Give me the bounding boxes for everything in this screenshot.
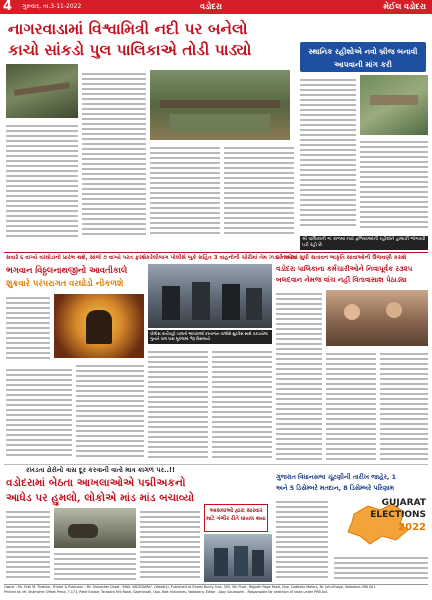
page-number: 4	[3, 0, 13, 14]
gujarat-elections-logo	[334, 496, 428, 552]
bottom-right-title	[276, 472, 430, 494]
imprint-line-2: Printed at: Mr. Shamsher Offset Press, 7-171, Patel Estate, Tarasara Mill Road, Gajeravadi, Opp. Ratt Industries, Vadodara. Editor : Ajay Gauswami - Responsible for selection of news under PRB Act.	[4, 589, 329, 594]
main-story-column-2	[82, 70, 146, 240]
bottom-middle-photo	[204, 534, 272, 582]
bottom-middle-box: આસલાઓ દ્વારા સારવાર માટે ગંભીર રીતે ઘાયલ થયા	[204, 504, 268, 532]
left-story-title	[6, 264, 146, 290]
bottom-left-title-line2: આધેડ પર હુમલો, લોકોએ માંડ માંડ બચાવ્યો	[6, 492, 195, 504]
left-story-title-line1: ભગવાન વિઠ્ઠલનાથજીનો આવતીકાલે	[6, 265, 128, 275]
main-story-column-5	[300, 76, 356, 232]
imprint-line-1: Owner : Mr. Firth M. Thakkar, Printer & Publisher : Mr. Shamsher Dhatt, "MAIL VADODARA", (Weekly), Published at Ghomi Bunty Inns, 305, 5th Floor, Rajpath Page Road, Opp. Cadbolla Motors, Nr. JuhuShopp, Vadodara-390 001.	[4, 585, 377, 589]
main-headline	[8, 18, 296, 60]
election-word1: GUJARAT	[381, 498, 426, 508]
right-story-column-3	[380, 350, 428, 462]
bottom-right-title-line1: ગુજરાત વિધાનસભા ચૂંટણીની તારીખ જાહેર, 1	[276, 473, 397, 481]
bottom-right-column-2	[334, 554, 428, 582]
city-name: વડોદરા	[200, 2, 222, 11]
middle-story-photo	[148, 264, 272, 328]
election-word2: ELECTIONS	[370, 510, 426, 520]
strip-headline-left: સવારે ૬ વાગ્યે વરઘોડાનો પ્રારંભ થશે, સાંજે ૭ વાગ્યે પરત ફરશે	[6, 255, 147, 261]
middle-story-caption: પોલીસ કાર્યવાહી ચાલતી આપવાઓ કરતાજન પાલીસે સુટકેસ સાથે પકડાયેલા ગુનાને પાલ પાસ મૂકલામાં ભેરૂ વિસલાયો	[148, 330, 272, 344]
main-headline-line1: નાગરવાડામાં વિશ્વામિત્રી નદી પર બનેલો	[8, 19, 248, 38]
main-photo-center	[150, 70, 290, 140]
strip-headline-right: ૬ નમ્બેમાં સુધી સતાવન ભાકૃતિ સાવાઓની ઉજવણી કરાશે	[276, 255, 407, 261]
bottom-left-photo	[54, 508, 136, 548]
election-year: 2022	[398, 522, 426, 533]
main-photo-right	[360, 75, 428, 135]
middle-story-column-1	[148, 348, 208, 462]
right-story-title-line1: વડોદરા પાલિકાના કર્મચારીઓને નિવાપૂર્વક ર૩૨૫	[276, 265, 413, 273]
bottom-left-column-3	[140, 508, 200, 582]
main-story-column-1	[6, 122, 78, 240]
main-story-column-3	[150, 144, 220, 240]
left-story-column-3	[76, 362, 144, 462]
middle-story-column-2	[212, 348, 272, 462]
masthead-bar	[0, 0, 432, 14]
right-story-title-line2: બલદવાન નેમજ વાંચ નહીં વિતાવાસાશ પેઠાડ્યા	[276, 276, 407, 284]
brand-name: મેઈલ વડોદરા	[383, 2, 426, 11]
bottom-left-column-2	[54, 550, 136, 582]
bottom-left-title-line1: વડોદરામાં બેઠતા આખલાઓએ પદ્મીઅકનો	[6, 477, 186, 489]
left-story-title-line2: શુક્રવારે પરંપરાગત વરઘોડો નીકળશે	[6, 278, 124, 288]
main-story-column-4	[224, 144, 294, 240]
bottom-left-column-1	[6, 508, 50, 582]
main-headline-line2: કાચો સાંકડો પુલ પાલિકાએ તોડી પાડ્યો	[8, 40, 252, 59]
bottom-left-title	[6, 476, 272, 506]
right-story-photo	[326, 290, 428, 346]
bottom-strip-headline: રખડતા ઢોરોનો ત્રાસ દૂર કરવાની વાતો માત્ર કાગળ પર..!!	[26, 466, 176, 474]
left-story-column-2	[6, 366, 72, 462]
main-story-column-6	[360, 138, 428, 232]
imprint-footer	[4, 584, 428, 599]
bottom-right-title-line2: અને 5 ડિસેમ્બરે મતદાન, 8 ડિસેમ્બરે પરિણામ	[276, 484, 394, 492]
right-story-column-1	[276, 290, 322, 462]
left-story-photo	[54, 294, 144, 358]
left-story-column-1	[6, 294, 50, 364]
main-photo-caption: શ્રી પાલિકાની ગાં કાળમાં નવો ફળિયાઓની રહીશોને હાલાકી ભોગવવી પડી રહી છે.	[300, 236, 428, 250]
right-story-title	[276, 264, 428, 286]
right-story-column-2	[326, 350, 376, 462]
main-photo-left	[6, 64, 78, 118]
bottom-divider	[4, 464, 428, 465]
strip-headline-middle: કરેલીબાગ પોલીસે બુકે સહિત 3 વાહનોની ચોરીમાં તેમ ઝડપી પાડ્યા	[146, 255, 298, 261]
bottom-right-column-1	[276, 498, 328, 582]
main-inset-box: સ્થાનિક રહીશોએ નવો બ્રીજ બનાવી આપવાની માંગ કરી	[300, 42, 426, 72]
section-divider	[4, 252, 428, 253]
date-line: ગુરુવાર, તા.3-11-2022	[22, 3, 82, 10]
